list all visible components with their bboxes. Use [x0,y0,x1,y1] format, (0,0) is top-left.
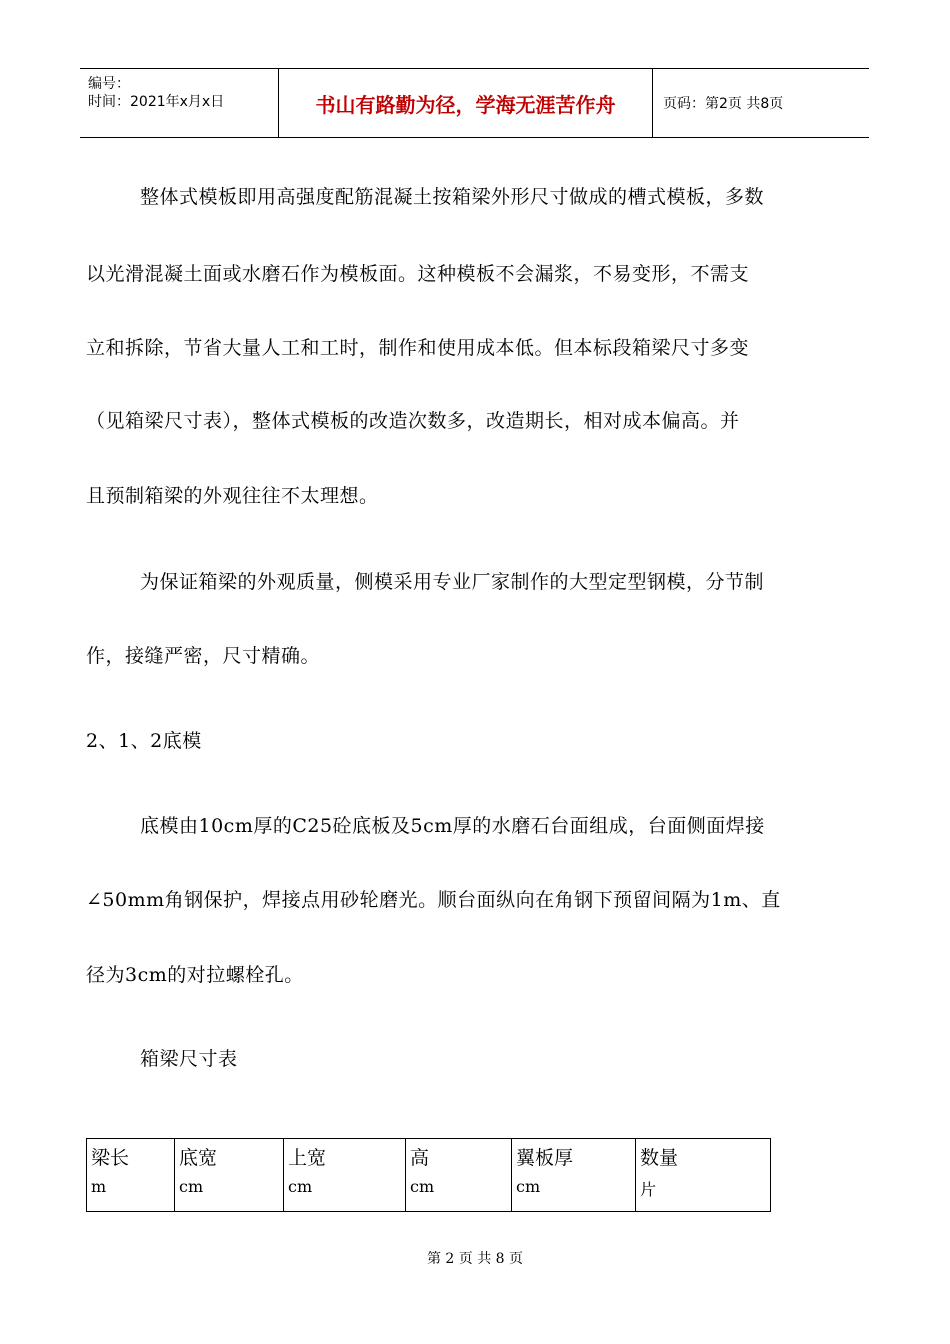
page-footer: 第 2 页 共 8 页 [426,1251,524,1267]
number-label: 编号： [88,76,130,92]
column-header-unit: cm [516,1177,541,1196]
header-motto [279,69,653,137]
header-meta [80,69,279,137]
column-header-unit: cm [179,1177,204,1196]
paragraph-3-line-3: 径为3cm的对拉螺栓孔。 [86,964,304,986]
table-column [512,1139,636,1211]
paragraph-1-line-3: 立和拆除，节省大量人工和工时，制作和使用成本低。但本标段箱梁尺寸多变 [86,337,750,359]
table-column [284,1139,406,1211]
column-header-name: 底宽 [179,1147,218,1169]
table-column [175,1139,284,1211]
table-title: 箱梁尺寸表 [140,1048,238,1070]
header-page-info: 页码：第2页 共8页 [663,96,784,112]
motto-text: 书山有路勤为径，学海无涯苦作舟 [315,92,616,117]
column-header-name: 数量 [640,1147,679,1169]
column-header-name: 高 [410,1147,430,1169]
paragraph-1-line-1: 整体式模板即用高强度配筋混凝土按箱梁外形尺寸做成的槽式模板，多数 [140,186,765,208]
beam-size-table [86,1138,771,1212]
column-header-name: 上宽 [288,1147,327,1169]
column-header-unit: 片 [640,1180,657,1199]
table-column [636,1139,770,1211]
paragraph-2-line-2: 作，接缝严密，尺寸精确。 [86,645,321,667]
column-header-name: 梁长 [91,1147,130,1169]
page-header [80,68,869,138]
paragraph-1-line-2: 以光滑混凝土面或水磨石作为模板面。这种模板不会漏浆，不易变形，不需支 [86,263,750,285]
section-heading: 2、1、2底模 [86,730,202,752]
column-header-unit: m [91,1177,107,1196]
column-header-unit: cm [410,1177,435,1196]
column-header-name: 翼板厚 [516,1147,574,1169]
column-header-unit: cm [288,1177,313,1196]
paragraph-2-line-1: 为保证箱梁的外观质量，侧模采用专业厂家制作的大型定型钢模，分节制 [140,571,765,593]
table-column [406,1139,512,1211]
paragraph-3-line-1: 底模由10cm厚的C25砼底板及5cm厚的水磨石台面组成，台面侧面焊接 [140,815,765,837]
table-column [87,1139,175,1211]
paragraph-1-line-4: （见箱梁尺寸表），整体式模板的改造次数多，改造期长，相对成本偏高。并 [86,410,740,432]
paragraph-3-line-2: ∠50mm角钢保护，焊接点用砂轮磨光。顺台面纵向在角钢下预留间隔为1m、直 [86,889,781,911]
time-label: 时间：2021年x月x日 [88,94,225,110]
paragraph-1-line-5: 且预制箱梁的外观往往不太理想。 [86,485,379,507]
